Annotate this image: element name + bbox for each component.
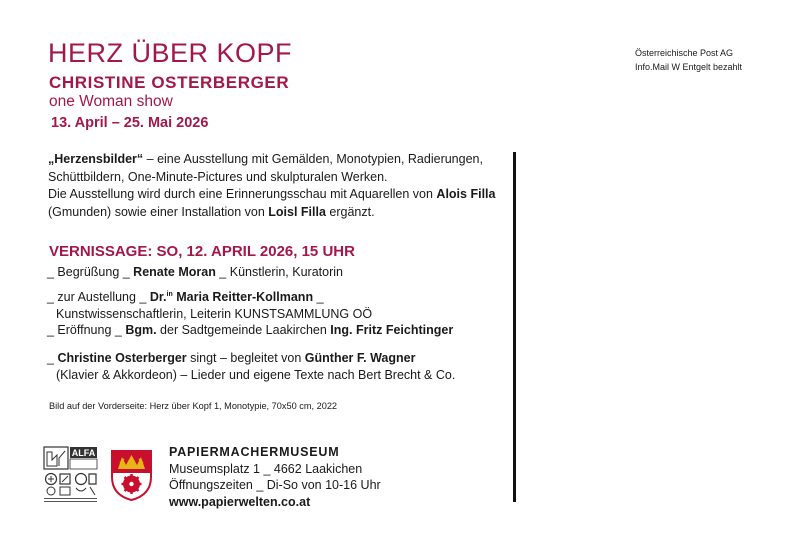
music-details: (Klavier & Akkordeon) – Lieder und eigene Texte nach Bert Brecht & Co. [56,368,456,382]
exhibition-dates: 13. April – 25. Mai 2026 [51,115,209,131]
music-prefix: _ [47,351,58,365]
opening-name: Ing. Fritz Feichtinger [330,323,454,337]
intro-name-1: Alois Filla [436,187,496,201]
intro-title-sup: in [166,291,173,298]
vernissage-heading: VERNISSAGE: SO, 12. APRIL 2026, 15 UHR [49,243,355,260]
intro-name-2: Loisl Filla [268,204,326,219]
laakirchen-crest-icon [110,449,153,501]
intro-speaker-role: Kunstwissenschaftlerin, Leiterin KUNSTSAMMLUNG OÖ [56,307,373,322]
greeting-prefix: _ Begrüßung _ [47,265,134,279]
postage-line-1: Österreichische Post AG [635,48,734,58]
alfa-museum-logo [43,446,99,504]
museum-name: PAPIERMACHERMUSEUM [169,445,340,459]
vertical-divider [513,152,516,502]
intro-text-3: (Gmunden) sowie einer Installation von [48,204,269,219]
museum-website-link[interactable]: www.papierwelten.co.at [169,494,311,509]
intro-title: Dr. [149,290,167,305]
intro-lead: „Herzensbilder“ [48,152,144,166]
museum-info [169,444,381,510]
artist-name: CHRISTINE OSTERBERGER [49,73,290,92]
exhibition-tagline: one Woman show [49,93,173,110]
program-introduction [47,286,372,323]
alfa-logo-text: ALFA [71,448,96,458]
music-mid: singt – begleitet von [186,351,305,365]
program-music [47,350,455,384]
music-accompanist: Günther F. Wagner [304,351,416,365]
music-singer: Christine Osterberger [57,351,187,365]
opening-mid: der Sadtgemeinde Laakirchen [156,323,331,337]
program-greeting [47,264,343,281]
intro-text-1: – eine Ausstellung mit Gemälden, Monotypien, Radierungen, Schüttbildern, One-Minute-Pictures und skulpturalen Werken. [48,152,483,184]
intro-text-2: Die Ausstellung wird durch eine Erinnerungsschau mit Aquarellen von [48,187,437,201]
intro-text-4: ergänzt. [325,204,375,219]
exhibition-title: HERZ ÜBER KOPF [48,38,293,68]
intro-paragraph [48,151,503,221]
program-opening [47,322,453,339]
museum-address: Museumsplatz 1 _ 4662 Laakichen [169,461,363,476]
opening-prefix: _ Eröffnung _ [47,323,126,337]
intro-speaker: Maria Reitter-Kollmann [172,290,314,305]
image-credit: Bild auf der Vorderseite: Herz über Kopf 1, Monotypie, 70x50 cm, 2022 [49,401,338,411]
opening-role: Bgm. [125,323,157,337]
postage-mark [635,46,775,74]
intro-prefix: _ zur Austellung _ [47,290,150,305]
greeting-suffix: _ Künstlerin, Kuratorin [215,265,343,279]
museum-hours: Öffnungszeiten _ Di-So von 10-16 Uhr [169,478,381,492]
intro-suffix: _ [313,290,324,305]
greeting-name: Renate Moran [133,265,216,279]
postage-line-2: Info.Mail W Entgelt bezahlt [635,62,743,72]
